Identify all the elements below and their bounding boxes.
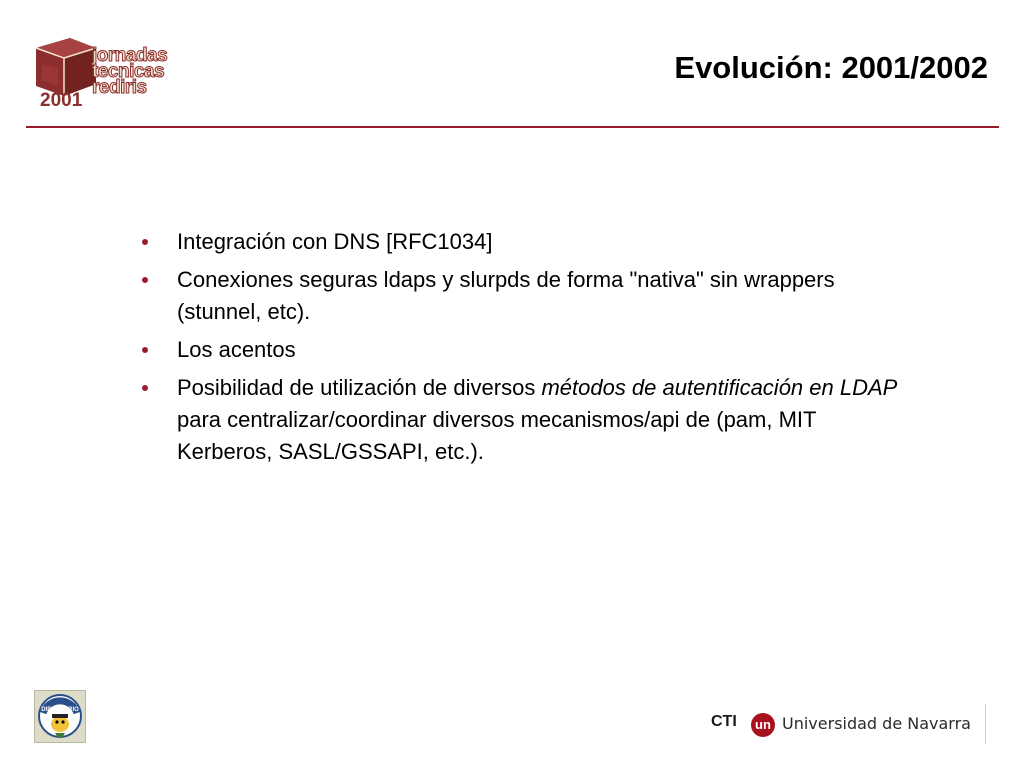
directorio-mascot-icon xyxy=(35,691,85,742)
footer-cti: CTI xyxy=(711,713,737,730)
bullet-dot-icon xyxy=(142,277,148,283)
bullet-dot-icon xyxy=(142,347,148,353)
bullet-text: Posibilidad de utilización de diversos xyxy=(177,375,542,400)
logo-year: 2001 xyxy=(40,90,83,111)
logo-line-1: jornadas xyxy=(92,45,168,66)
footer-divider xyxy=(985,704,986,744)
un-logo-mark: un xyxy=(751,713,775,737)
bullet-dot-icon xyxy=(142,239,148,245)
bullet-text: Integración con DNS [RFC1034] xyxy=(177,229,493,254)
bullet-text: Los acentos xyxy=(177,337,296,362)
footer-university-name: Universidad de Navarra xyxy=(782,714,971,733)
badge-label: DIRECTORIO xyxy=(41,707,79,713)
bullet-item xyxy=(140,372,910,468)
bullet-item xyxy=(140,334,910,366)
slide-title: Evolución: 2001/2002 xyxy=(674,50,988,85)
jornadas-tecnicas-rediris-logo xyxy=(30,34,180,114)
bullet-text: Conexiones seguras ldaps y slurpds de forma "nativa" sin wrappers (stunnel, etc). xyxy=(177,267,835,324)
bullet-list xyxy=(140,226,910,474)
logo-line-3: rediris xyxy=(92,77,147,98)
bullet-dot-icon xyxy=(142,385,148,391)
logo-line-2: tecnicas xyxy=(92,61,165,82)
title-divider xyxy=(26,126,999,128)
bullet-item xyxy=(140,264,910,328)
directorio-badge xyxy=(34,690,86,743)
bullet-item xyxy=(140,226,910,258)
bullet-text-italic: métodos de autentificación en LDAP xyxy=(541,375,898,400)
bullet-text: para centralizar/coordinar diversos mecanismos/api de (pam, MIT Kerberos, SASL/GSSAPI, etc.). xyxy=(177,407,817,464)
